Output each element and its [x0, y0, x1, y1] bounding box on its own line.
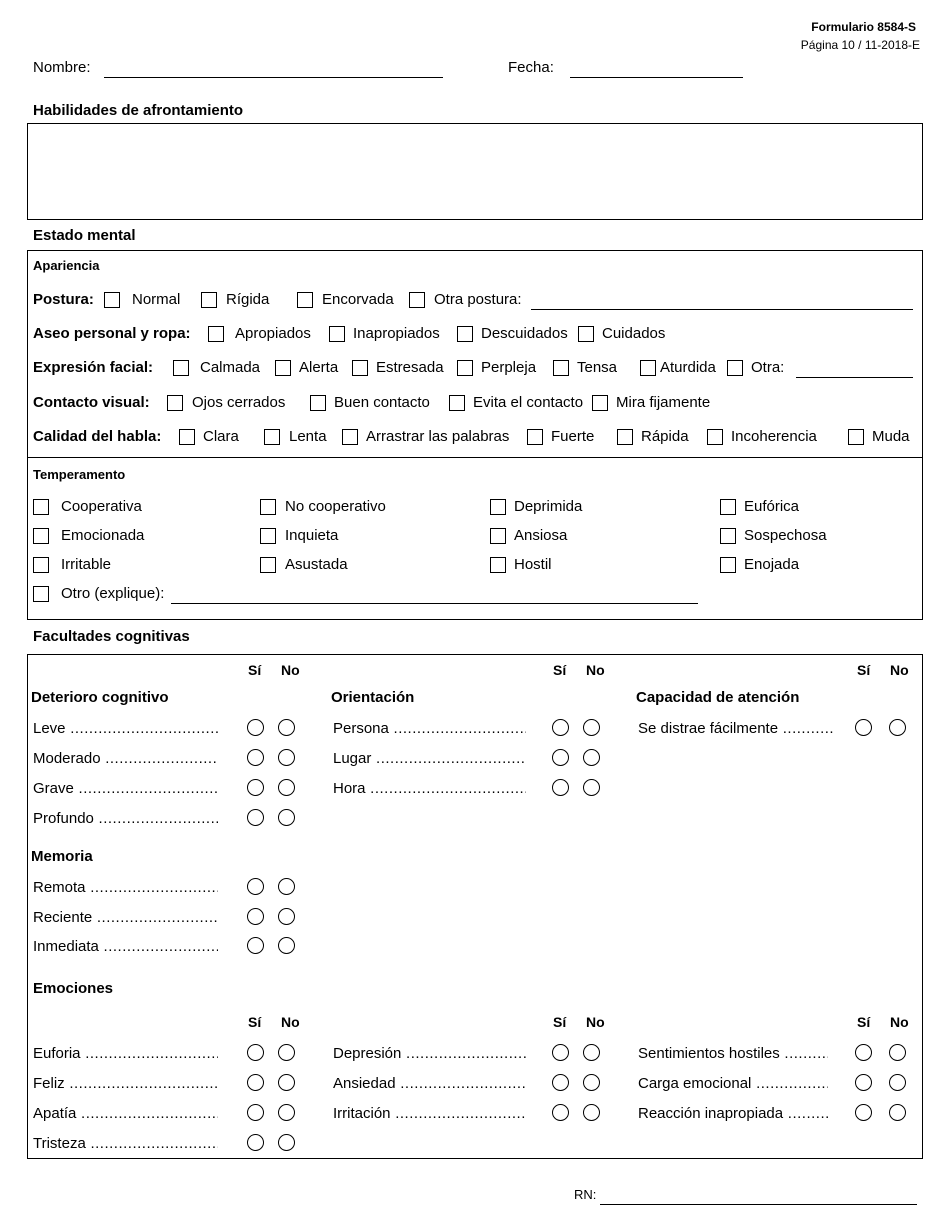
- eye-avoids-checkbox[interactable]: [449, 395, 465, 411]
- emotion-yes-radio[interactable]: [855, 1074, 872, 1091]
- orientation-yes-radio[interactable]: [552, 749, 569, 766]
- speech-option: Lenta: [289, 428, 327, 445]
- facial-option: Perpleja: [481, 359, 537, 376]
- posture-option: Normal: [132, 291, 181, 308]
- speech-incoherent-checkbox[interactable]: [707, 429, 723, 445]
- facial-option: Tensa: [577, 359, 618, 376]
- temperament-checkbox[interactable]: [490, 499, 506, 515]
- section-divider: [27, 457, 923, 458]
- facial-tense-checkbox[interactable]: [553, 360, 569, 376]
- memory-yes-radio[interactable]: [247, 878, 264, 895]
- grooming-option: Descuidados: [481, 325, 568, 342]
- facial-alert-checkbox[interactable]: [275, 360, 291, 376]
- impairment-yes-radio[interactable]: [247, 719, 264, 736]
- attention-no-radio[interactable]: [889, 719, 906, 736]
- mental-state-title: Estado mental: [33, 227, 136, 244]
- speech-label: Calidad del habla:: [33, 428, 162, 445]
- no-header: No: [586, 1014, 605, 1030]
- memory-no-radio[interactable]: [278, 878, 295, 895]
- temperament-checkbox[interactable]: [260, 499, 276, 515]
- impairment-item: Profundo .....: [33, 810, 218, 828]
- emotion-no-radio[interactable]: [278, 1104, 295, 1121]
- temperament-option: Sospechosa: [744, 527, 827, 544]
- temperament-option: Emocionada: [61, 527, 145, 544]
- emotion-no-radio[interactable]: [889, 1044, 906, 1061]
- speech-slow-checkbox[interactable]: [264, 429, 280, 445]
- temperament-other-checkbox[interactable]: [33, 586, 49, 602]
- facial-calm-checkbox[interactable]: [173, 360, 189, 376]
- temperament-option: Inquieta: [285, 527, 339, 544]
- orientation-item: Hora .....: [333, 780, 526, 798]
- temperament-option: Irritable: [61, 556, 112, 573]
- eye-good-checkbox[interactable]: [310, 395, 326, 411]
- yes-header: Sí: [553, 1014, 567, 1030]
- temperament-option: No cooperativo: [285, 498, 386, 515]
- posture-hunched-checkbox[interactable]: [297, 292, 313, 308]
- memory-no-radio[interactable]: [278, 908, 295, 925]
- emotion-item: Depresión .....: [333, 1045, 526, 1063]
- facial-option: Otra:: [751, 359, 785, 376]
- emotion-item: Sentimientos hostiles .....: [638, 1045, 828, 1063]
- speech-loud-checkbox[interactable]: [527, 429, 543, 445]
- grooming-option: Inapropiados: [353, 325, 440, 342]
- emotion-yes-radio[interactable]: [552, 1074, 569, 1091]
- yes-header: Sí: [553, 662, 567, 678]
- coping-title: Habilidades de afrontamiento: [33, 102, 244, 119]
- emotions-title: Emociones: [33, 980, 114, 997]
- temperament-checkbox[interactable]: [260, 528, 276, 544]
- facial-other-field[interactable]: [796, 377, 913, 378]
- posture-other-field[interactable]: [531, 309, 913, 310]
- facial-dazed-checkbox[interactable]: [640, 360, 656, 376]
- temperament-option: Ansiosa: [514, 527, 568, 544]
- emotion-item: Feliz .....: [33, 1075, 218, 1093]
- name-field[interactable]: [104, 77, 443, 78]
- eye-stares-checkbox[interactable]: [592, 395, 608, 411]
- emotion-no-radio[interactable]: [889, 1104, 906, 1121]
- emotion-item: Carga emocional .....: [638, 1075, 828, 1093]
- orientation-no-radio[interactable]: [583, 779, 600, 796]
- attention-title: Capacidad de atención: [636, 689, 800, 706]
- orientation-title: Orientación: [331, 689, 415, 706]
- emotion-item: Apatía .....: [33, 1105, 218, 1123]
- speech-mute-checkbox[interactable]: [848, 429, 864, 445]
- grooming-neat-checkbox[interactable]: [578, 326, 594, 342]
- impairment-yes-radio[interactable]: [247, 749, 264, 766]
- emotion-yes-radio[interactable]: [552, 1044, 569, 1061]
- speech-fast-checkbox[interactable]: [617, 429, 633, 445]
- temperament-option: Cooperativa: [61, 498, 142, 515]
- impairment-no-radio[interactable]: [278, 749, 295, 766]
- memory-item: Reciente .....: [33, 909, 218, 927]
- impairment-item: Moderado .....: [33, 750, 218, 768]
- emotion-yes-radio[interactable]: [552, 1104, 569, 1121]
- speech-option: Clara: [203, 428, 239, 445]
- eye-contact-option: Evita el contacto: [473, 394, 584, 411]
- temperament-checkbox[interactable]: [33, 528, 49, 544]
- temperament-checkbox[interactable]: [260, 557, 276, 573]
- emotion-no-radio[interactable]: [583, 1074, 600, 1091]
- cognitive-title: Facultades cognitivas: [33, 628, 190, 645]
- grooming-careless-checkbox[interactable]: [457, 326, 473, 342]
- yes-header: Sí: [248, 662, 262, 678]
- rn-label: RN:: [574, 1187, 597, 1202]
- temperament-other-field[interactable]: [171, 603, 698, 604]
- memory-title: Memoria: [31, 848, 93, 865]
- impairment-no-radio[interactable]: [278, 809, 295, 826]
- emotion-no-radio[interactable]: [889, 1074, 906, 1091]
- emotion-item: Irritación .....: [333, 1105, 526, 1123]
- speech-option: Incoherencia: [731, 428, 817, 445]
- appearance-title: Apariencia: [33, 258, 100, 273]
- temperament-checkbox[interactable]: [720, 528, 736, 544]
- facial-option: Aturdida: [660, 359, 716, 376]
- temperament-option: Asustada: [285, 556, 348, 573]
- orientation-no-radio[interactable]: [583, 749, 600, 766]
- speech-option: Fuerte: [551, 428, 595, 445]
- page-info: Página 10 / 11-2018-E: [800, 38, 920, 52]
- attention-item: Se distrae fácilmente .....: [638, 720, 833, 738]
- temperament-checkbox[interactable]: [33, 499, 49, 515]
- no-header: No: [586, 662, 605, 678]
- no-header: No: [281, 662, 300, 678]
- speech-option: Muda: [872, 428, 910, 445]
- temperament-checkbox[interactable]: [720, 499, 736, 515]
- temperament-option: Enojada: [744, 556, 800, 573]
- temperament-option: Deprimida: [514, 498, 583, 515]
- temperament-checkbox[interactable]: [490, 557, 506, 573]
- yes-header: Sí: [248, 1014, 262, 1030]
- impairment-item: Leve .....: [33, 720, 218, 738]
- speech-option: Rápida: [641, 428, 689, 445]
- temperament-title: Temperamento: [33, 467, 126, 482]
- emotion-yes-radio[interactable]: [855, 1104, 872, 1121]
- temperament-option: Hostil: [514, 556, 552, 573]
- eye-contact-option: Mira fijamente: [616, 394, 711, 411]
- yes-header: Sí: [857, 662, 871, 678]
- orientation-no-radio[interactable]: [583, 719, 600, 736]
- posture-option: Rígida: [226, 291, 270, 308]
- impairment-yes-radio[interactable]: [247, 779, 264, 796]
- form-number: Formulario 8584-S: [811, 20, 916, 34]
- grooming-label: Aseo personal y ropa:: [33, 325, 191, 342]
- posture-label: Postura:: [33, 291, 94, 308]
- posture-option: Encorvada: [322, 291, 394, 308]
- orientation-yes-radio[interactable]: [552, 719, 569, 736]
- eye-contact-option: Buen contacto: [334, 394, 430, 411]
- emotion-yes-radio[interactable]: [855, 1044, 872, 1061]
- no-header: No: [890, 662, 909, 678]
- rn-signature-field[interactable]: [600, 1204, 917, 1205]
- emotion-no-radio[interactable]: [583, 1044, 600, 1061]
- memory-no-radio[interactable]: [278, 937, 295, 954]
- emotion-no-radio[interactable]: [278, 1074, 295, 1091]
- temperament-other-label: Otro (explique):: [61, 585, 165, 602]
- emotion-item: Euforia .....: [33, 1045, 218, 1063]
- orientation-item: Persona .....: [333, 720, 526, 738]
- emotion-yes-radio[interactable]: [247, 1044, 264, 1061]
- memory-yes-radio[interactable]: [247, 908, 264, 925]
- emotion-item: Reacción inapropiada .....: [638, 1105, 828, 1123]
- orientation-yes-radio[interactable]: [552, 779, 569, 796]
- impairment-yes-radio[interactable]: [247, 809, 264, 826]
- posture-other-checkbox[interactable]: [409, 292, 425, 308]
- emotion-yes-radio[interactable]: [247, 1074, 264, 1091]
- impairment-no-radio[interactable]: [278, 779, 295, 796]
- emotion-yes-radio[interactable]: [247, 1104, 264, 1121]
- no-header: No: [890, 1014, 909, 1030]
- eye-contact-option: Ojos cerrados: [192, 394, 286, 411]
- no-header: No: [281, 1014, 300, 1030]
- facial-option: Calmada: [200, 359, 261, 376]
- speech-option: Arrastrar las palabras: [366, 428, 510, 445]
- emotion-no-radio[interactable]: [278, 1044, 295, 1061]
- attention-yes-radio[interactable]: [855, 719, 872, 736]
- facial-stressed-checkbox[interactable]: [352, 360, 368, 376]
- posture-rigid-checkbox[interactable]: [201, 292, 217, 308]
- posture-option: Otra postura:: [434, 291, 522, 308]
- facial-option: Estresada: [376, 359, 444, 376]
- facial-label: Expresión facial:: [33, 359, 154, 376]
- temperament-checkbox[interactable]: [33, 557, 49, 573]
- grooming-option: Cuidados: [602, 325, 666, 342]
- temperament-checkbox[interactable]: [490, 528, 506, 544]
- orientation-item: Lugar .....: [333, 750, 526, 768]
- memory-item: Inmediata .....: [33, 938, 218, 956]
- speech-slurred-checkbox[interactable]: [342, 429, 358, 445]
- date-label: Fecha:: [508, 59, 554, 76]
- impairment-item: Grave .....: [33, 780, 218, 798]
- memory-item: Remota .....: [33, 879, 218, 897]
- memory-yes-radio[interactable]: [247, 937, 264, 954]
- temperament-checkbox[interactable]: [720, 557, 736, 573]
- name-label: Nombre:: [33, 59, 91, 76]
- emotion-item: Tristeza .....: [33, 1135, 218, 1153]
- impairment-no-radio[interactable]: [278, 719, 295, 736]
- facial-option: Alerta: [299, 359, 339, 376]
- date-field[interactable]: [570, 77, 743, 78]
- grooming-option: Apropiados: [235, 325, 311, 342]
- yes-header: Sí: [857, 1014, 871, 1030]
- emotion-item: Ansiedad .....: [333, 1075, 526, 1093]
- posture-normal-checkbox[interactable]: [104, 292, 120, 308]
- speech-clear-checkbox[interactable]: [179, 429, 195, 445]
- facial-other-checkbox[interactable]: [727, 360, 743, 376]
- impairment-title: Deterioro cognitivo: [31, 689, 169, 706]
- emotion-no-radio[interactable]: [583, 1104, 600, 1121]
- temperament-option: Eufórica: [744, 498, 800, 515]
- emotion-yes-radio[interactable]: [247, 1134, 264, 1151]
- grooming-appropriate-checkbox[interactable]: [208, 326, 224, 342]
- facial-perplexed-checkbox[interactable]: [457, 360, 473, 376]
- grooming-inappropriate-checkbox[interactable]: [329, 326, 345, 342]
- emotion-no-radio[interactable]: [278, 1134, 295, 1151]
- eye-contact-label: Contacto visual:: [33, 394, 150, 411]
- coping-textarea[interactable]: [27, 123, 923, 220]
- eye-closed-checkbox[interactable]: [167, 395, 183, 411]
